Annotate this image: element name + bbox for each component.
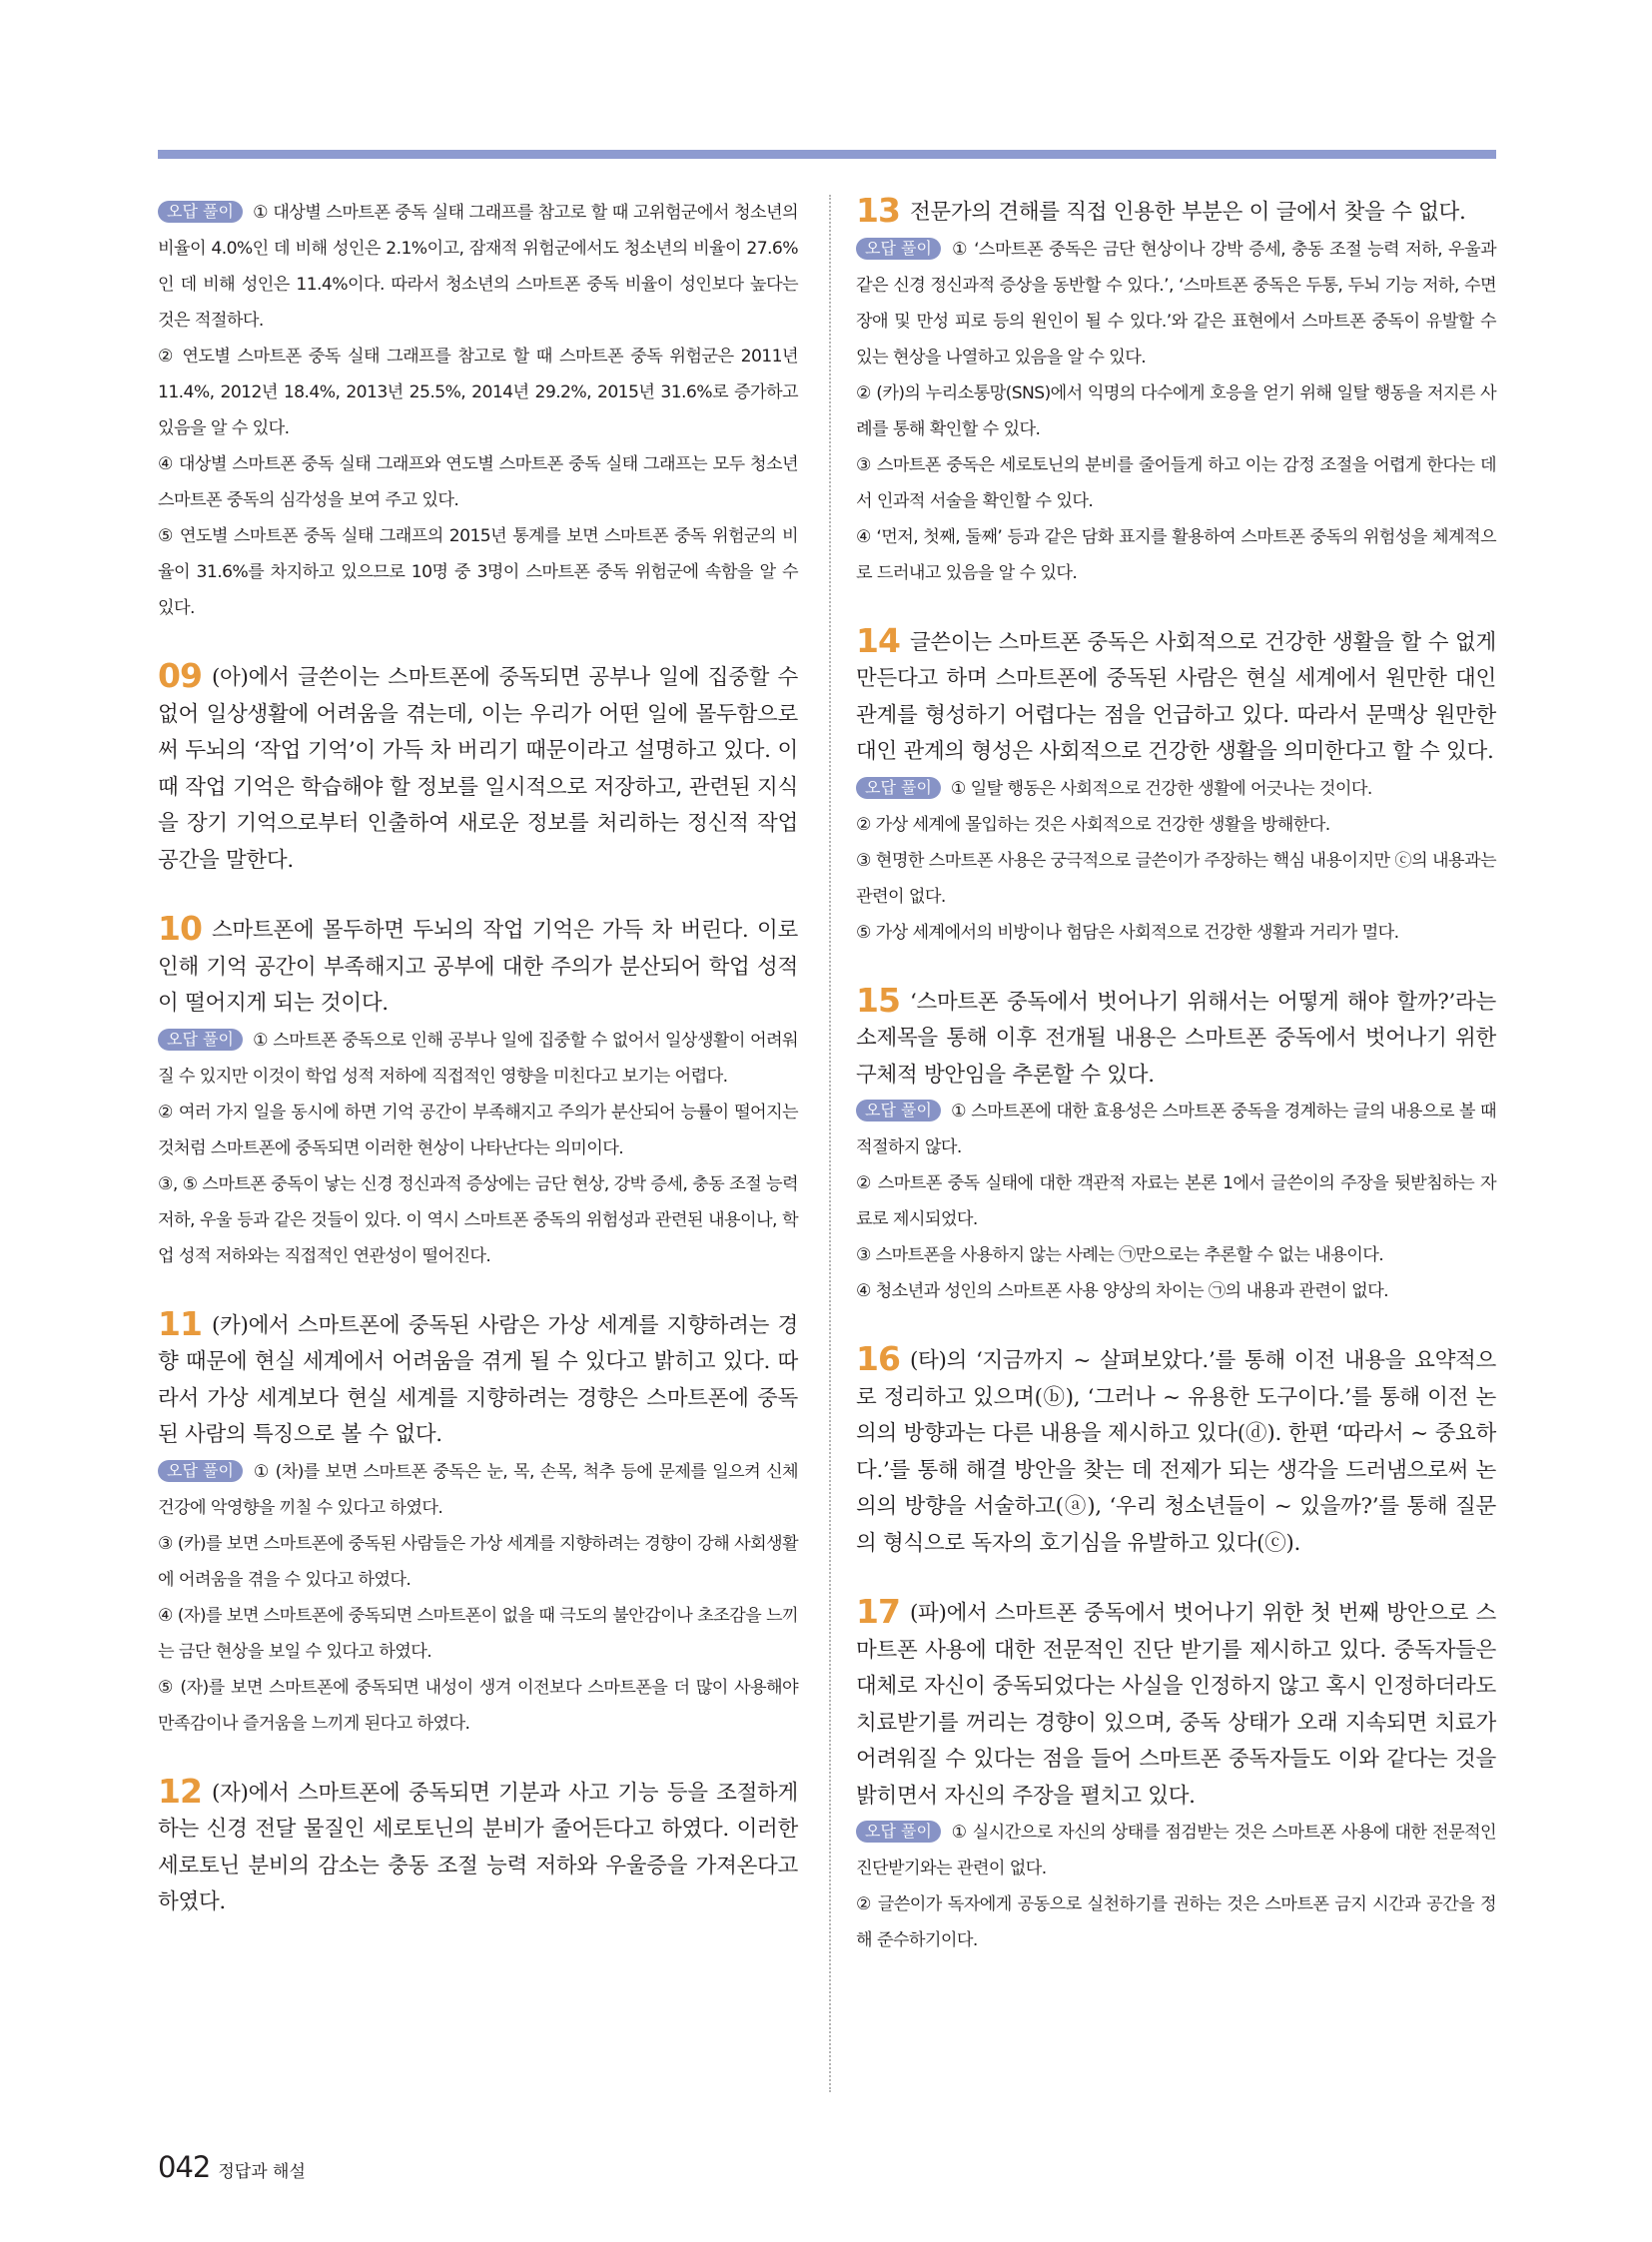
left-column [158,195,798,1921]
wrong-answer-text: ⑤ 연도별 스마트폰 중독 실태 그래프의 2015년 통계를 보면 스마트폰 중독 위험군의 비율이 31.6%를 차지하고 있으므로 10명 중 3명이 스마트폰 중독 위험군에 속함을 알 수 있다. [158,526,798,618]
question-number: 11 [158,1303,202,1343]
wrong-answer-text: ② (카)의 누리소통망(SNS)에서 익명의 다수에게 호응을 얻기 위해 일탈 행동을 저지른 사례를 통해 확인할 수 있다. [856,382,1496,439]
wrong-answer-text: ⑤ 가상 세계에서의 비방이나 험담은 사회적으로 건강한 생활과 거리가 멀다. [856,922,1399,943]
wrong-answer-text: ② 가상 세계에 몰입하는 것은 사회적으로 건강한 생활을 방해한다. [856,814,1330,835]
question-number: 09 [158,656,202,695]
answer-text: 글쓴이는 스마트폰 중독은 사회적으로 건강한 생활을 할 수 없게 만든다고 하며 스마트폰에 중독된 사람은 현실 세계에서 원만한 대인 관계를 형성하기 어렵다는 점을 언급하고 있다. 따라서 문맥상 원만한 대인 관계의 형성은 사회적으로 건강한 생활을 의미한다고 할 수 있다. [856,629,1496,764]
answer-09 [158,656,798,879]
wrong-answer-text: ① 스마트폰에 대한 효용성은 스마트폰 중독을 경계하는 글의 내용으로 볼 때 적절하지 않다. [856,1102,1496,1157]
wrong-answer-text: ④ ‘먼저, 첫째, 둘째’ 등과 같은 담화 표지를 활용하여 스마트폰 중독의 위험성을 체계적으로 드러내고 있음을 알 수 있다. [856,526,1496,583]
question-number: 12 [158,1771,202,1811]
answer-text: 스마트폰에 몰두하면 두뇌의 작업 기억은 가득 차 버린다. 이로 인해 기억 공간이 부족해지고 공부에 대한 주의가 분산되어 학업 성적이 떨어지게 되는 것이다. [158,918,798,1016]
question-number: 16 [856,1339,900,1378]
answer-11 [158,1303,798,1742]
question-number: 14 [856,620,900,660]
wrong-answer-text: ④ 대상별 스마트폰 중독 실태 그래프와 연도별 스마트폰 중독 실태 그래프는 모두 청소년 스마트폰 중독의 심각성을 보여 주고 있다. [158,454,798,510]
answer-12 [158,1771,798,1921]
answer-16 [856,1339,1496,1562]
answer-15 [856,980,1496,1310]
wrong-answer-text: ③ 스마트폰 중독은 세로토닌의 분비를 줄어들게 하고 이는 감정 조절을 어렵게 한다는 데서 인과적 서술을 확인할 수 있다. [856,454,1496,511]
wrong-answer-badge: 오답 풀이 [158,1029,243,1051]
answer-text: (파)에서 스마트폰 중독에서 벗어나기 위한 첫 번째 방안으로 스마트폰 사용에 대한 전문적인 진단 받기를 제시하고 있다. 중독자들은 대체로 자신이 중독되었다는 사실을 인정하지 않고 혹시 인정하더라도 치료받기를 꺼리는 경향이 있으며, 중독 상태가 오래 지속되면 치료가 어려워질 수 있다는 점을 들어 스마트폰 중독자들도 이와 같다는 것을 밝히면서 자신의 주장을 펼치고 있다. [856,1601,1496,1809]
wrong-answer-badge: 오답 풀이 [856,1821,941,1843]
right-column [856,191,1496,1958]
answer-08-explanation [158,195,798,626]
wrong-answer-text: ② 연도별 스마트폰 중독 실태 그래프를 참고로 할 때 스마트폰 중독 위험군은 2011년 11.4%, 2012년 18.4%, 2013년 25.5%, 2014년 29.2%, 2015년 31.6%로 증가하고 있음을 알 수 있다. [158,347,798,438]
wrong-answer-text: ④ 청소년과 성인의 스마트폰 사용 양상의 차이는 ㉠의 내용과 관련이 없다. [856,1281,1388,1301]
wrong-answer-text: ⑤ (자)를 보면 스마트폰에 중독되면 내성이 생겨 이전보다 스마트폰을 더 많이 사용해야 만족감이나 즐거움을 느끼게 된다고 하였다. [158,1677,798,1734]
wrong-answer-badge: 오답 풀이 [158,201,243,223]
wrong-answer-text: ① 대상별 스마트폰 중독 실태 그래프를 참고로 할 때 고위험군에서 청소년의 비율이 4.0%인 데 비해 성인은 2.1%이고, 잠재적 위험군에서도 청소년의 비율이 27.6%인 데 비해 성인은 11.4%이다. 따라서 청소년의 스마트폰 중독 비율이 성인보다 높다는 것은 적절하다. [158,203,798,331]
question-number: 17 [856,1592,900,1631]
wrong-answer-badge: 오답 풀이 [856,238,941,260]
wrong-answer-text: ③ (카)를 보면 스마트폰에 중독된 사람들은 가상 세계를 지향하려는 경향이 강해 사회생활에 어려움을 겪을 수 있다고 하였다. [158,1533,798,1590]
wrong-answer-text: ② 스마트폰 중독 실태에 대한 객관적 자료는 본론 1에서 글쓴이의 주장을 뒷받침하는 자료로 제시되었다. [856,1173,1496,1229]
answer-text: (자)에서 스마트폰에 중독되면 기분과 사고 기능 등을 조절하게 하는 신경 전달 물질인 세로토닌의 분비가 줄어든다고 하였다. 이러한 세로토닌 분비의 감소는 충동 조절 능력 저하와 우울증을 가져온다고 하였다. [158,1780,798,1914]
wrong-answer-badge: 오답 풀이 [856,777,941,799]
wrong-answer-text: ① 스마트폰 중독으로 인해 공부나 일에 집중할 수 없어서 일상생활이 어려워질 수 있지만 이것이 학업 성적 저하에 직접적인 영향을 미친다고 보기는 어렵다. [158,1030,798,1087]
question-number: 15 [856,980,900,1020]
wrong-answer-text: ② 여러 가지 일을 동시에 하면 기억 공간이 부족해지고 주의가 분산되어 능률이 떨어지는 것처럼 스마트폰에 중독되면 이러한 현상이 나타난다는 의미이다. [158,1102,798,1158]
column-divider [829,195,831,2092]
question-number: 13 [856,191,900,230]
wrong-answer-text: ③ 스마트폰을 사용하지 않는 사례는 ㉠만으로는 추론할 수 없는 내용이다. [856,1245,1384,1265]
wrong-answer-text: ④ (자)를 보면 스마트폰에 중독되면 스마트폰이 없을 때 극도의 불안감이나 초조감을 느끼는 금단 현상을 보일 수 있다고 하였다. [158,1605,798,1662]
answer-text: (카)에서 스마트폰에 중독된 사람은 가상 세계를 지향하려는 경향 때문에 현실 세계에서 어려움을 겪게 될 수 있다고 밝히고 있다. 따라서 가상 세계보다 현실 세계를 지향하려는 경향은 스마트폰에 중독된 사람의 특징으로 볼 수 없다. [158,1312,798,1447]
answer-17 [856,1592,1496,1958]
wrong-answer-badge: 오답 풀이 [856,1100,941,1121]
wrong-answer-text: ① 일탈 행동은 사회적으로 건강한 생활에 어긋나는 것이다. [950,778,1372,799]
wrong-answer-badge: 오답 풀이 [158,1460,243,1482]
wrong-answer-text: ② 글쓴이가 독자에게 공동으로 실천하기를 권하는 것은 스마트폰 금지 시간과 공간을 정해 준수하기이다. [856,1894,1496,1950]
wrong-answer-text: ① 실시간으로 자신의 상태를 점검받는 것은 스마트폰 사용에 대한 전문적인 진단받기와는 관련이 없다. [856,1823,1496,1878]
wrong-answer-text: ③ 현명한 스마트폰 사용은 궁극적으로 글쓴이가 주장하는 핵심 내용이지만 ⓒ의 내용과는 관련이 없다. [856,850,1496,907]
header-rule [158,150,1496,159]
page-footer [158,2150,306,2184]
answer-10 [158,909,798,1274]
wrong-answer-text: ① (차)를 보면 스마트폰 중독은 눈, 목, 손목, 척추 등에 문제를 일으켜 신체 건강에 악영향을 끼칠 수 있다고 하였다. [158,1461,798,1518]
answer-text: (타)의 ‘지금까지 ~ 살펴보았다.’를 통해 이전 내용을 요약적으로 정리하고 있으며(ⓑ), ‘그러나 ~ 유용한 도구이다.’를 통해 이전 논의의 방향과는 다른 내용을 제시하고 있다(ⓓ). 한편 ‘따라서 ~ 중요하다.’를 통해 해결 방안을 찾는 데 전제가 되는 생각을 드러냄으로써 논의의 방향을 서술하고(ⓐ), ‘우리 청소년들이 ~ 있을까?’를 통해 질문의 형식으로 독자의 호기심을 유발하고 있다(ⓒ). [856,1348,1496,1556]
page-number: 042 [158,2150,211,2184]
answer-14 [856,620,1496,951]
wrong-answer-text: ③, ⑤ 스마트폰 중독이 낳는 신경 정신과적 증상에는 금단 현상, 강박 증세, 충동 조절 능력 저하, 우울 등과 같은 것들이 있다. 이 역시 스마트폰 중독의 위험성과 관련된 내용이나, 학업 성적 저하와는 직접적인 연관성이 떨어진다. [158,1173,798,1266]
answer-13 [856,191,1496,591]
answer-text: ‘스마트폰 중독에서 벗어나기 위해서는 어떻게 해야 할까?’라는 소제목을 통해 이후 전개될 내용은 스마트폰 중독에서 벗어나기 위한 구체적 방안임을 추론할 수 있다. [856,989,1496,1088]
answer-text: 전문가의 견해를 직접 인용한 부분은 이 글에서 찾을 수 없다. [909,200,1466,225]
answer-text: (아)에서 글쓴이는 스마트폰에 중독되면 공부나 일에 집중할 수 없어 일상생활에 어려움을 겪는데, 이는 우리가 어떤 일에 몰두함으로써 두뇌의 ‘작업 기억’이 가득 차 버리기 때문이라고 설명하고 있다. 이때 작업 기억은 학습해야 할 정보를 일시적으로 저장하고, 관련된 지식을 장기 기억으로부터 인출하여 새로운 정보를 처리하는 정신적 작업 공간을 말한다. [158,665,798,873]
wrong-answer-text: ① ‘스마트폰 중독은 금단 현상이나 강박 증세, 충동 조절 능력 저하, 우울과 같은 신경 정신과적 증상을 동반할 수 있다.’, ‘스마트폰 중독은 두통, 두뇌 기능 저하, 수면 장애 및 만성 피로 등의 원인이 될 수 있다.’와 같은 표현에서 스마트폰 중독이 유발할 수 있는 현상을 나열하고 있음을 알 수 있다. [856,239,1496,368]
footer-label: 정답과 해설 [218,2162,306,2182]
question-number: 10 [158,909,202,948]
